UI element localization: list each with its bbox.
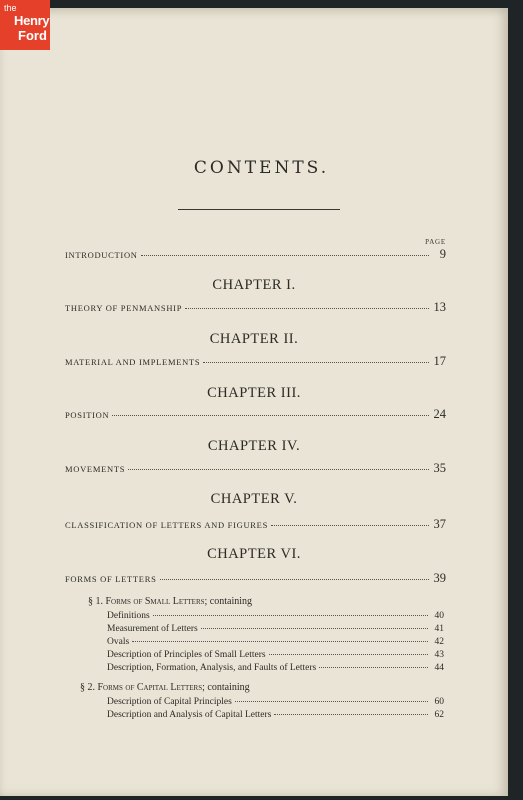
logo-text-ford: Ford — [18, 28, 47, 43]
henry-ford-logo — [0, 0, 50, 50]
subentry — [107, 637, 444, 647]
page-column-header: PAGE — [425, 238, 446, 246]
section-prefix: § 2. — [80, 682, 95, 693]
section-suffix: ; containing — [202, 682, 250, 693]
section-prefix: § 1. — [88, 596, 103, 607]
toc-entry-chapter-4 — [65, 461, 446, 476]
subentry — [107, 663, 444, 673]
toc-entry-page: 13 — [433, 300, 446, 314]
dot-leader — [141, 255, 429, 256]
logo-text-the: the — [4, 3, 17, 13]
subentry — [107, 650, 444, 660]
subentry-page: 41 — [434, 624, 444, 634]
dot-leader — [319, 667, 428, 668]
toc-entry-chapter-2 — [65, 354, 446, 369]
chapter-heading-1: CHAPTER I. — [212, 277, 296, 293]
subentry-page: 43 — [434, 650, 444, 660]
section-title: Forms of Capital Letters — [97, 682, 203, 693]
dot-leader — [203, 362, 429, 363]
dot-leader — [201, 628, 428, 629]
toc-entry-chapter-1 — [65, 300, 446, 315]
subentry — [107, 697, 444, 707]
section-heading-2 — [80, 682, 250, 693]
subentry-label: Description of Principles of Small Letters — [107, 650, 266, 660]
toc-entry-chapter-3 — [65, 407, 446, 422]
subentry — [107, 624, 444, 634]
toc-entry-label: MATERIAL AND IMPLEMENTS — [65, 357, 201, 367]
dot-leader — [112, 415, 429, 416]
subentry-page: 44 — [434, 663, 444, 673]
title-rule — [178, 209, 340, 210]
toc-entry-page: 37 — [433, 517, 446, 531]
subentry-page: 40 — [434, 611, 444, 621]
toc-entry-page: 24 — [433, 407, 446, 421]
chapter-heading-6: CHAPTER VI. — [207, 546, 301, 562]
chapter-heading-5: CHAPTER V. — [210, 491, 298, 507]
subentry — [107, 611, 444, 621]
subentry-label: Description of Capital Principles — [107, 697, 232, 707]
logo-text-henry: Henry — [14, 13, 50, 28]
subentry-page: 62 — [434, 710, 444, 720]
toc-entry-introduction — [65, 247, 446, 262]
dot-leader — [269, 654, 428, 655]
book-page — [0, 8, 508, 796]
chapter-heading-2: CHAPTER II. — [209, 331, 299, 347]
subentry — [107, 710, 444, 720]
dot-leader — [235, 701, 428, 702]
contents-title: CONTENTS. — [193, 158, 330, 178]
toc-entry-label: THEORY OF PENMANSHIP — [65, 303, 183, 313]
subentry-label: Measurement of Letters — [107, 624, 198, 634]
toc-entry-chapter-6 — [65, 571, 446, 586]
toc-entry-label: INTRODUCTION — [65, 250, 138, 260]
toc-entry-label: MOVEMENTS — [65, 464, 126, 474]
subentry-label: Description, Formation, Analysis, and Faults of Letters — [107, 663, 317, 673]
subentry-page: 42 — [434, 637, 444, 647]
dot-leader — [132, 641, 428, 642]
subentry-label: Definitions — [107, 611, 150, 621]
subentry-label: Description and Analysis of Capital Letters — [107, 710, 272, 720]
toc-entry-page: 9 — [439, 247, 446, 261]
toc-entry-page: 17 — [433, 354, 446, 368]
toc-entry-page: 35 — [433, 461, 446, 475]
dot-leader — [274, 714, 428, 715]
dot-leader — [128, 469, 429, 470]
chapter-heading-3: CHAPTER III. — [207, 385, 301, 401]
dot-leader — [160, 579, 430, 580]
toc-entry-label: FORMS OF LETTERS — [65, 574, 157, 584]
toc-entry-label: POSITION — [65, 410, 110, 420]
toc-entry-page: 39 — [433, 571, 446, 585]
dot-leader — [185, 308, 429, 309]
dot-leader — [153, 615, 428, 616]
subentry-label: Ovals — [107, 637, 130, 647]
toc-entry-label: CLASSIFICATION OF LETTERS AND FIGURES — [65, 520, 269, 530]
section-title: Forms of Small Letters — [105, 596, 205, 607]
section-suffix: ; containing — [204, 596, 253, 607]
toc-entry-chapter-5 — [65, 517, 446, 532]
chapter-heading-4: CHAPTER IV. — [207, 438, 301, 454]
dot-leader — [271, 525, 429, 526]
subentry-page: 60 — [434, 697, 444, 707]
section-heading-1 — [88, 596, 252, 607]
